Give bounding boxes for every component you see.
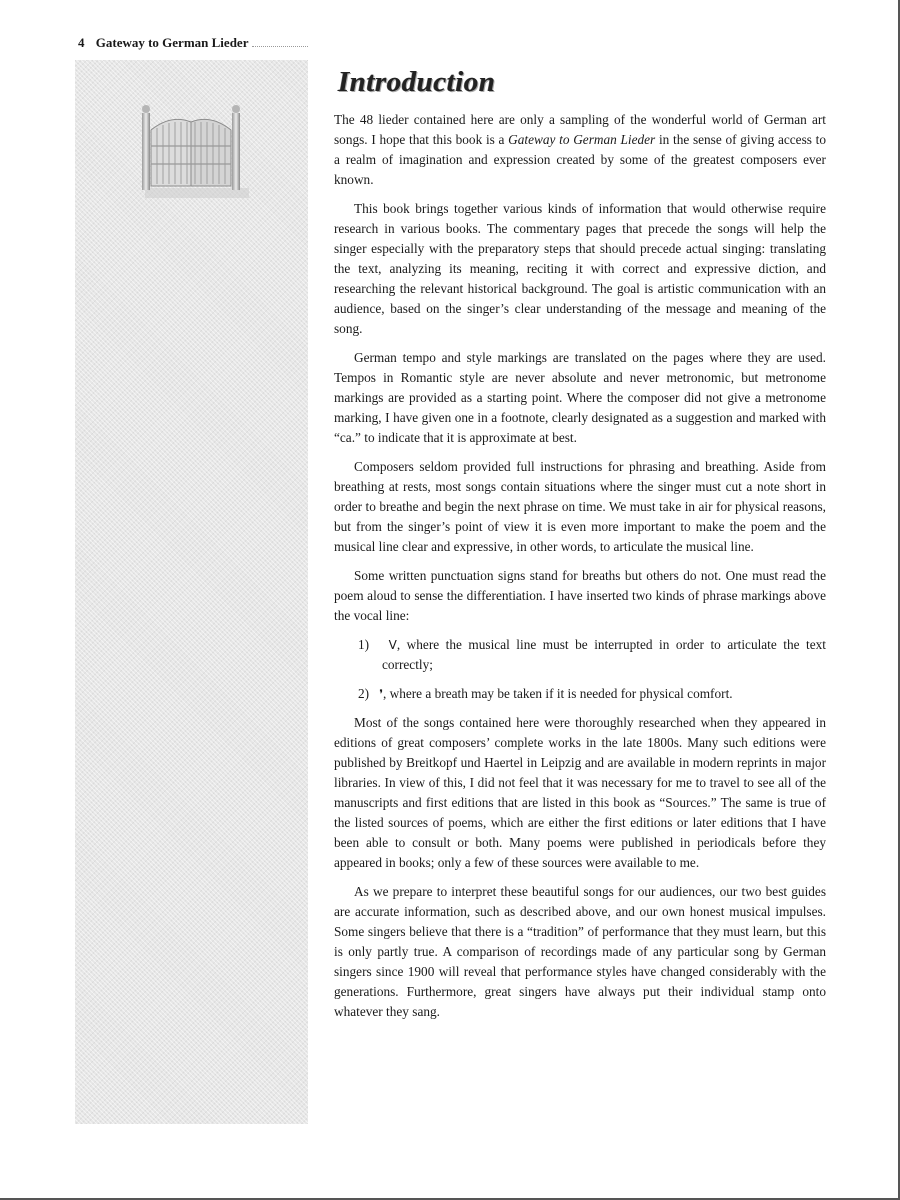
running-header — [78, 35, 308, 53]
paragraph — [334, 110, 826, 190]
list-item — [334, 684, 826, 704]
book-title-italic: Gateway to German Lieder — [508, 132, 656, 147]
garden-gate-icon — [135, 100, 250, 200]
paragraph: Most of the songs contained here were thoroughly researched when they appeared in editions of great composers’ complete works in the late 1800s. Many such editions were published by Breitkopf und Haertel in Leipzig and are available in modern reprints in major libraries. In view of this, I did not feel that it was necessary for me to travel to see all of the manuscripts and first editions that are listed in this book as “Sources.” The same is true of the listed sources of poems, which are either the first editions or later editions that I have been able to consult or both. Many poems were published in periodicals before they appeared in books; only a few of these sources were available to me. — [334, 715, 826, 870]
page-title: Introduction — [338, 66, 496, 98]
phrase-mark-icon: V — [388, 638, 397, 652]
breath-mark-icon: ❜ — [379, 687, 383, 701]
list-number: 1) — [358, 637, 370, 652]
sidebar-panel — [75, 60, 308, 1124]
page-number: 4 — [78, 35, 85, 50]
body-text — [334, 110, 826, 1031]
header-rule — [252, 46, 308, 47]
paragraph: This book brings together various kinds of information that would otherwise require research in various books. The commentary pages that precede the songs will help the singer especially with the preparatory steps that should precede actual singing: translating the text, analyzing its meaning, reciting it with correct and expressive diction, and researching the relevant historical background. The goal is artistic communication with an audience, based on the singer’s clear understanding of the message and meaning of the song. — [334, 201, 826, 336]
paragraph: Some written punctuation signs stand for breaths but others do not. One must read the poem aloud to sense the differentiation. I have inserted two kinds of phrase markings above the vocal line: — [334, 568, 826, 623]
paragraph: German tempo and style markings are translated on the pages where they are used. Tempos in Romantic style are never absolute and never metronomic, but metronome markings are provided as a starting point. Where the composer did not give a metronome marking, I have given one in a footnote, clearly designated as a suggestion and marked with “ca.” to indicate that it is approximate at best. — [334, 350, 826, 445]
list-item — [334, 635, 826, 675]
paragraph: Composers seldom provided full instructions for phrasing and breathing. Aside from breathing at rests, most songs contain situations where the singer must cut a note short in order to breathe and begin the next phrase on time. We must take in air for physical reasons, but from the singer’s point of view it is even more important to make the poem and the musical line clear and expressive, in other words, to articulate the musical line. — [334, 459, 826, 554]
list-number: 2) — [358, 686, 370, 701]
paragraph-text: The 48 lieder contained here are only a sampling of the wonderful world of German art songs. I hope that this book is a — [334, 112, 826, 147]
paragraph: As we prepare to interpret these beautiful songs for our audiences, our two best guides are accurate information, such as described above, and our own honest musical impulses. Some singers believe that there is a “tradition” of performance that they must learn, but this is only partly true. A comparison of recordings made of any particular song by German singers since 1900 will reveal that performance styles have changed considerably with the generations. Furthermore, great singers have always put their individual stamp onto whatever they sang. — [334, 884, 826, 1019]
paragraph-text: in the sense of giving access to a realm of imagination and expression created by some of the greatest composers ever known. — [334, 132, 826, 187]
running-title: Gateway to German Lieder — [95, 35, 249, 50]
list-text: , where the musical line must be interrupted in order to articulate the text correctly; — [382, 637, 826, 672]
list-text: , where a breath may be taken if it is needed for physical comfort. — [382, 686, 733, 701]
